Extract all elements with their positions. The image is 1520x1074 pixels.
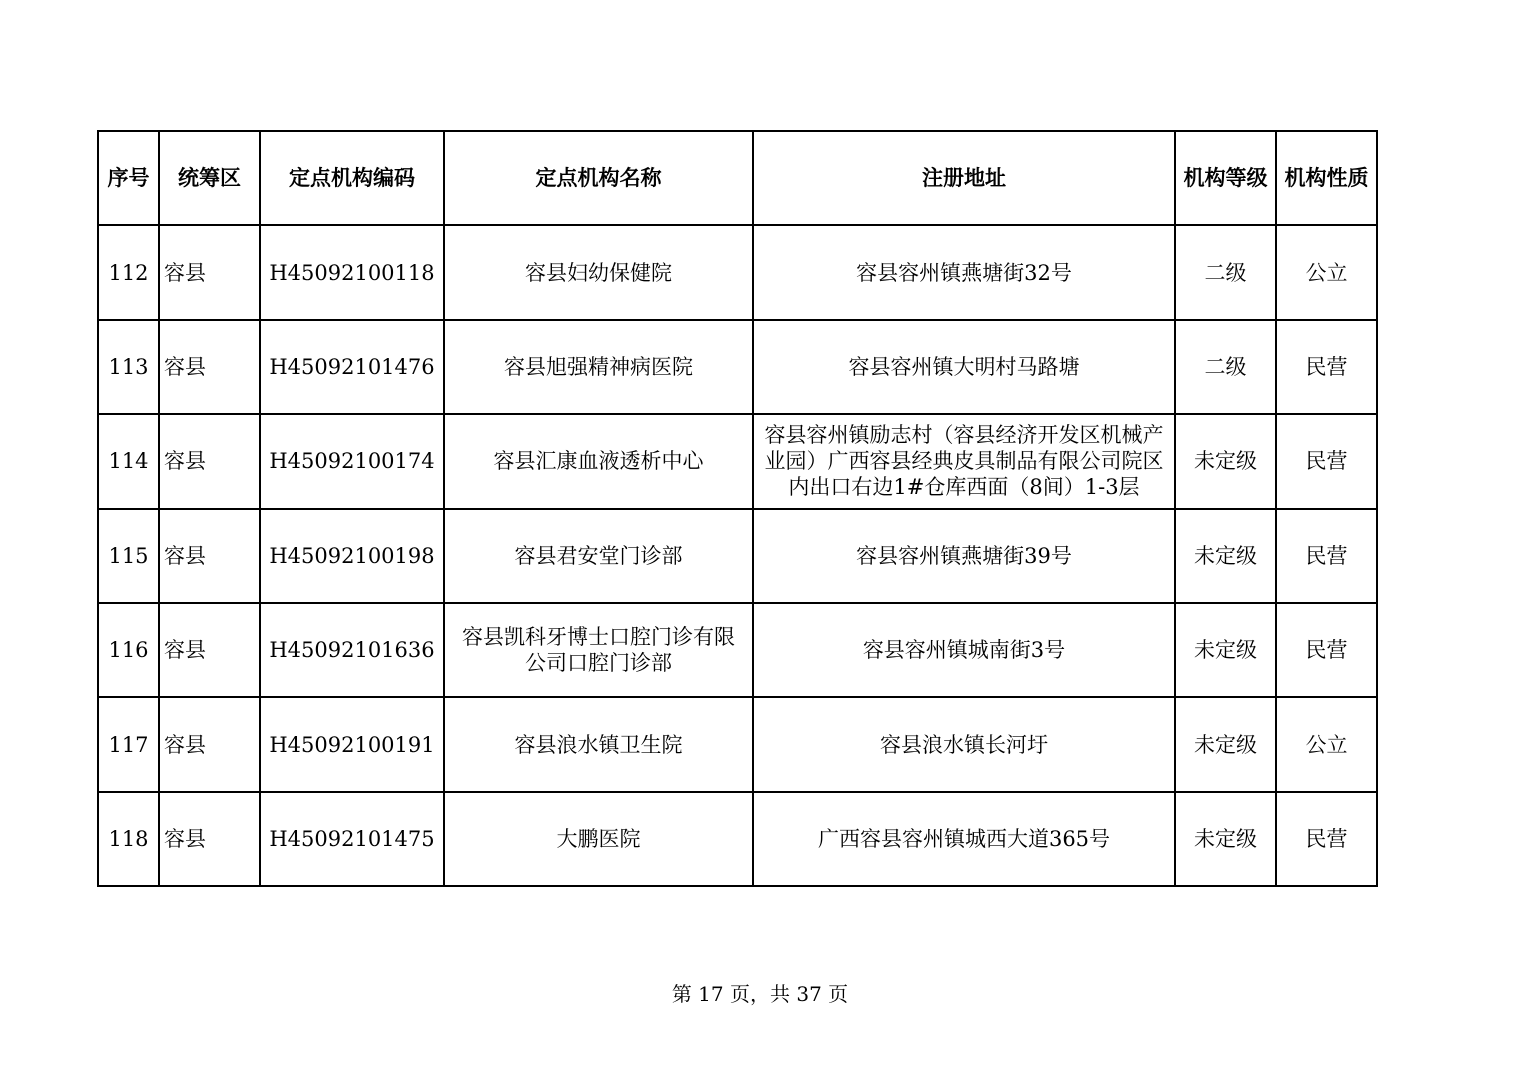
table-row xyxy=(98,225,1377,319)
header-address: 注册地址 xyxy=(753,131,1175,225)
cell-nature: 公立 xyxy=(1276,225,1377,319)
cell-nature: 民营 xyxy=(1276,414,1377,508)
table-row xyxy=(98,792,1377,886)
cell-region: 容县 xyxy=(159,697,260,791)
cell-region: 容县 xyxy=(159,320,260,414)
header-seq: 序号 xyxy=(98,131,159,225)
cell-address: 容县容州镇励志村（容县经济开发区机械产业园）广西容县经典皮具制品有限公司院区内出口右边1#仓库西面（8间）1-3层 xyxy=(753,414,1175,508)
cell-seq: 117 xyxy=(98,697,159,791)
cell-address: 广西容县容州镇城西大道365号 xyxy=(753,792,1175,886)
header-region: 统筹区 xyxy=(159,131,260,225)
cell-name: 容县汇康血液透析中心 xyxy=(444,414,753,508)
cell-seq: 115 xyxy=(98,509,159,603)
cell-name: 容县旭强精神病医院 xyxy=(444,320,753,414)
cell-seq: 116 xyxy=(98,603,159,697)
cell-seq: 118 xyxy=(98,792,159,886)
cell-name: 容县浪水镇卫生院 xyxy=(444,697,753,791)
cell-code: H45092100118 xyxy=(260,225,444,319)
cell-code: H45092100191 xyxy=(260,697,444,791)
cell-address: 容县容州镇燕塘街32号 xyxy=(753,225,1175,319)
cell-nature: 民营 xyxy=(1276,792,1377,886)
page-footer: 第 17 页，共 37 页 xyxy=(671,982,849,1006)
table-row xyxy=(98,414,1377,508)
cell-code: H45092100174 xyxy=(260,414,444,508)
cell-nature: 公立 xyxy=(1276,697,1377,791)
table-row xyxy=(98,509,1377,603)
cell-name: 容县凯科牙博士口腔门诊有限公司口腔门诊部 xyxy=(444,603,753,697)
cell-nature: 民营 xyxy=(1276,320,1377,414)
cell-region: 容县 xyxy=(159,225,260,319)
cell-name: 容县妇幼保健院 xyxy=(444,225,753,319)
cell-seq: 112 xyxy=(98,225,159,319)
cell-nature: 民营 xyxy=(1276,509,1377,603)
header-name: 定点机构名称 xyxy=(444,131,753,225)
cell-address: 容县容州镇燕塘街39号 xyxy=(753,509,1175,603)
cell-level: 未定级 xyxy=(1175,697,1276,791)
cell-level: 未定级 xyxy=(1175,509,1276,603)
table-row xyxy=(98,603,1377,697)
cell-name: 大鹏医院 xyxy=(444,792,753,886)
cell-name: 容县君安堂门诊部 xyxy=(444,509,753,603)
cell-address: 容县容州镇城南街3号 xyxy=(753,603,1175,697)
header-level: 机构等级 xyxy=(1175,131,1276,225)
cell-address: 容县浪水镇长河圩 xyxy=(753,697,1175,791)
cell-seq: 113 xyxy=(98,320,159,414)
header-nature: 机构性质 xyxy=(1276,131,1377,225)
cell-seq: 114 xyxy=(98,414,159,508)
cell-region: 容县 xyxy=(159,603,260,697)
table-header-row xyxy=(98,131,1377,225)
cell-nature: 民营 xyxy=(1276,603,1377,697)
cell-level: 未定级 xyxy=(1175,603,1276,697)
cell-region: 容县 xyxy=(159,414,260,508)
cell-code: H45092100198 xyxy=(260,509,444,603)
cell-code: H45092101475 xyxy=(260,792,444,886)
cell-level: 二级 xyxy=(1175,225,1276,319)
cell-level: 未定级 xyxy=(1175,414,1276,508)
cell-region: 容县 xyxy=(159,792,260,886)
institution-table xyxy=(97,130,1378,887)
header-code: 定点机构编码 xyxy=(260,131,444,225)
table-row xyxy=(98,697,1377,791)
cell-level: 二级 xyxy=(1175,320,1276,414)
cell-region: 容县 xyxy=(159,509,260,603)
cell-code: H45092101636 xyxy=(260,603,444,697)
table-row xyxy=(98,320,1377,414)
cell-level: 未定级 xyxy=(1175,792,1276,886)
cell-code: H45092101476 xyxy=(260,320,444,414)
cell-address: 容县容州镇大明村马路塘 xyxy=(753,320,1175,414)
